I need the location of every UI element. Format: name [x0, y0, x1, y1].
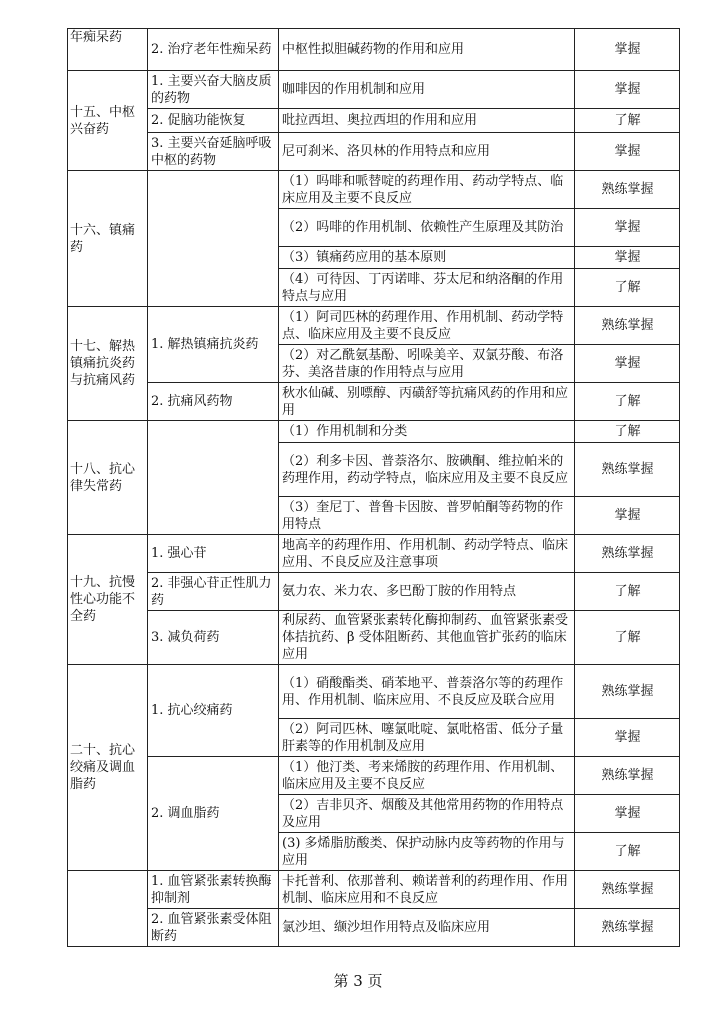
- subsection-cell: 1. 抗心绞痛药: [148, 665, 279, 757]
- table-row: [68, 909, 680, 947]
- level-cell: 了解: [575, 573, 680, 611]
- content-cell: （2）吉非贝齐、烟酸及其他常用药物的作用特点及应用: [279, 795, 575, 833]
- level-cell: 熟练掌握: [575, 871, 680, 909]
- section-cell: [68, 871, 148, 947]
- content-cell: （1）作用机制和分类: [279, 421, 575, 443]
- level-cell: 熟练掌握: [575, 171, 680, 209]
- content-cell: （2）对乙酰氨基酚、吲哚美辛、双氯芬酸、布洛芬、美洛昔康的作用特点与应用: [279, 345, 575, 383]
- table-row: [68, 71, 680, 109]
- level-cell: 了解: [575, 611, 680, 665]
- level-cell: 熟练掌握: [575, 909, 680, 947]
- level-cell: 熟练掌握: [575, 443, 680, 497]
- table-row: [68, 383, 680, 421]
- section-cell: 十八、抗心律失常药: [68, 421, 148, 535]
- level-cell: 熟练掌握: [575, 307, 680, 345]
- syllabus-table: [67, 28, 680, 947]
- section-cell: 二十、抗心绞痛及调血脂药: [68, 665, 148, 871]
- subsection-cell: 2. 调血脂药: [148, 757, 279, 871]
- section-cell: 年痴呆药: [68, 29, 148, 71]
- level-cell: 掌握: [575, 133, 680, 171]
- content-cell: 卡托普利、依那普利、赖诺普利的药理作用、作用机制、临床应用和不良反应: [279, 871, 575, 909]
- content-cell: (3) 多烯脂肪酸类、保护动脉内皮等药物的作用与应用: [279, 833, 575, 871]
- table-row: [68, 29, 680, 71]
- content-cell: （1）吗啡和哌替啶的药理作用、药动学特点、临床应用及主要不良反应: [279, 171, 575, 209]
- content-cell: 秋水仙碱、别嘌醇、丙磺舒等抗痛风药的作用和应用: [279, 383, 575, 421]
- level-cell: 了解: [575, 269, 680, 307]
- table-row: [68, 535, 680, 573]
- level-cell: 掌握: [575, 209, 680, 247]
- content-cell: （2）利多卡因、普萘洛尔、胺碘酮、维拉帕米的药理作用，药动学特点，临床应用及主要不良反应: [279, 443, 575, 497]
- level-cell: 掌握: [575, 795, 680, 833]
- content-cell: （2）吗啡的作用机制、依赖性产生原理及其防治: [279, 209, 575, 247]
- table-row: [68, 421, 680, 443]
- level-cell: 了解: [575, 421, 680, 443]
- table-row: [68, 171, 680, 209]
- level-cell: 熟练掌握: [575, 535, 680, 573]
- level-cell: 掌握: [575, 345, 680, 383]
- subsection-cell: 1. 强心苷: [148, 535, 279, 573]
- level-cell: 了解: [575, 833, 680, 871]
- table-row: [68, 665, 680, 719]
- level-cell: 熟练掌握: [575, 665, 680, 719]
- content-cell: 吡拉西坦、奥拉西坦的作用和应用: [279, 109, 575, 133]
- level-cell: 了解: [575, 383, 680, 421]
- table-row: [68, 871, 680, 909]
- subsection-cell: 3. 减负荷药: [148, 611, 279, 665]
- level-cell: 掌握: [575, 719, 680, 757]
- subsection-cell: [148, 421, 279, 535]
- subsection-cell: 3. 主要兴奋延脑呼吸中枢的药物: [148, 133, 279, 171]
- content-cell: 中枢性拟胆碱药物的作用和应用: [279, 29, 575, 71]
- subsection-cell: 1. 血管紧张素转换酶抑制剂: [148, 871, 279, 909]
- subsection-cell: 2. 治疗老年性痴呆药: [148, 29, 279, 71]
- content-cell: 利尿药、血管紧张素转化酶抑制药、血管紧张素受体拮抗药、β 受体阻断药、其他血管扩张药的临床应用: [279, 611, 575, 665]
- content-cell: （2）阿司匹林、噻氯吡啶、氯吡格雷、低分子量肝素等的作用机制及应用: [279, 719, 575, 757]
- table-row: [68, 109, 680, 133]
- section-cell: 十五、中枢兴奋药: [68, 71, 148, 171]
- content-cell: （1）他汀类、考来烯胺的药理作用、作用机制、临床应用及主要不良反应: [279, 757, 575, 795]
- level-cell: 掌握: [575, 71, 680, 109]
- subsection-cell: 2. 非强心苷正性肌力药: [148, 573, 279, 611]
- table-row: [68, 573, 680, 611]
- subsection-cell: 1. 主要兴奋大脑皮质的药物: [148, 71, 279, 109]
- content-cell: （3）奎尼丁、普鲁卡因胺、普罗帕酮等药物的作用特点: [279, 497, 575, 535]
- level-cell: 了解: [575, 109, 680, 133]
- subsection-cell: 2. 血管紧张素受体阻断药: [148, 909, 279, 947]
- content-cell: 咖啡因的作用机制和应用: [279, 71, 575, 109]
- table-row: [68, 133, 680, 171]
- content-cell: （3）镇痛药应用的基本原则: [279, 247, 575, 269]
- level-cell: 熟练掌握: [575, 757, 680, 795]
- content-cell: 地高辛的药理作用、作用机制、药动学特点、临床应用、不良反应及注意事项: [279, 535, 575, 573]
- content-cell: （4）可待因、丁丙诺啡、芬太尼和纳洛酮的作用特点与应用: [279, 269, 575, 307]
- page-number: 第 3 页: [333, 972, 383, 990]
- section-cell: 十七、解热镇痛抗炎药与抗痛风药: [68, 307, 148, 421]
- subsection-cell: 1. 解热镇痛抗炎药: [148, 307, 279, 383]
- content-cell: 氯沙坦、缬沙坦作用特点及临床应用: [279, 909, 575, 947]
- subsection-cell: 2. 促脑功能恢复: [148, 109, 279, 133]
- subsection-cell: 2. 抗痛风药物: [148, 383, 279, 421]
- level-cell: 掌握: [575, 247, 680, 269]
- content-cell: 氨力农、米力农、多巴酚丁胺的作用特点: [279, 573, 575, 611]
- table-row: [68, 611, 680, 665]
- content-cell: （1）阿司匹林的药理作用、作用机制、药动学特点、临床应用及主要不良反应: [279, 307, 575, 345]
- table-row: [68, 307, 680, 345]
- section-cell: 十六、镇痛药: [68, 171, 148, 307]
- section-cell: 十九、抗慢性心功能不全药: [68, 535, 148, 665]
- table-row: [68, 757, 680, 795]
- level-cell: 掌握: [575, 497, 680, 535]
- content-cell: （1）硝酸酯类、硝苯地平、普萘洛尔等的药理作用、作用机制、临床应用、不良反应及联合应用: [279, 665, 575, 719]
- content-cell: 尼可刹米、洛贝林的作用特点和应用: [279, 133, 575, 171]
- level-cell: 掌握: [575, 29, 680, 71]
- subsection-cell: [148, 171, 279, 307]
